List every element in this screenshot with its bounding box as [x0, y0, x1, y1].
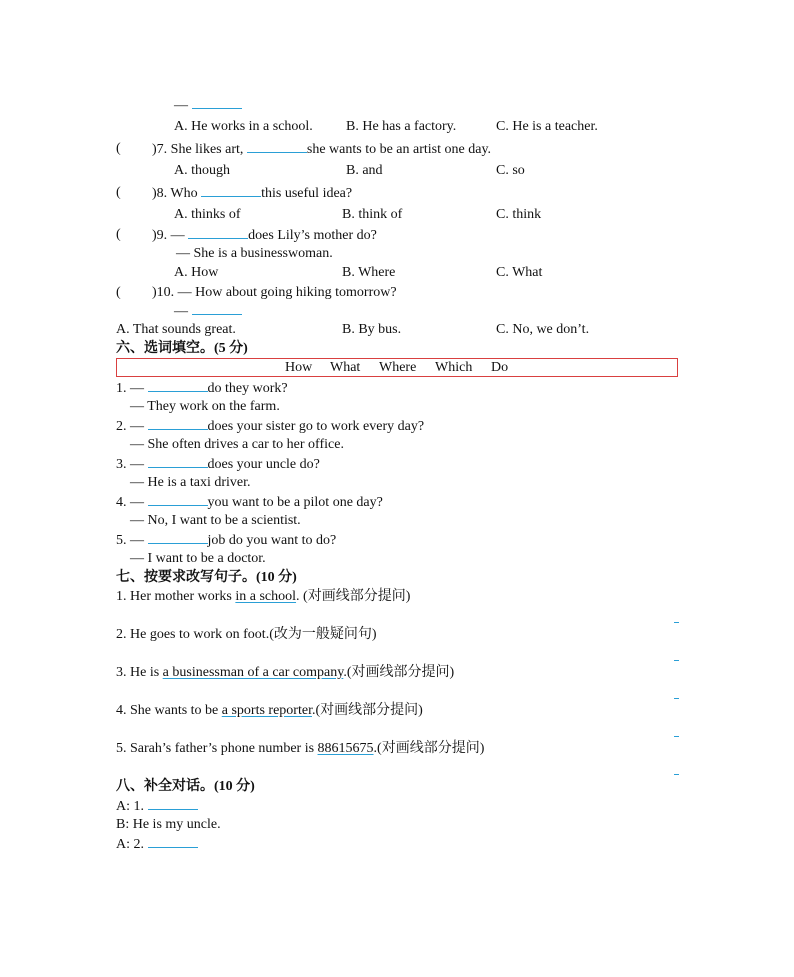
s7-item1: 1. Her mother works in a school. (对画线部分提问): [116, 589, 411, 604]
answer-blank[interactable]: [148, 417, 208, 430]
q10-option-c: C. No, we don’t.: [496, 322, 590, 337]
answer-blank[interactable]: [148, 531, 208, 544]
answer-blank[interactable]: [148, 797, 198, 810]
answer-blank[interactable]: [148, 493, 208, 506]
section8-title: 八、补全对话。(10 分): [116, 779, 255, 794]
section7-title: 七、按要求改写句子。(10 分): [116, 570, 297, 585]
answer-blank[interactable]: [192, 96, 242, 109]
answer-blank[interactable]: [201, 184, 261, 197]
q7-option-a: A. though: [174, 163, 230, 178]
q7-paren: (: [116, 141, 121, 156]
word-bank-item: Do: [491, 360, 509, 375]
answer-blank[interactable]: [188, 226, 248, 239]
answer-blank[interactable]: [148, 835, 198, 848]
word-bank-item: How: [285, 360, 313, 375]
s8-line1: A: 1.: [116, 797, 198, 816]
s6-q3: 3. — does your uncle do?: [116, 457, 320, 472]
answer-line-marker: [674, 736, 679, 737]
q9-option-a: A. How: [174, 265, 219, 280]
q9-question: )9. — does Lily’s mother do?: [152, 228, 377, 243]
word-bank-item: What: [330, 360, 361, 375]
q8-option-a: A. thinks of: [174, 207, 241, 222]
answer-blank[interactable]: [148, 379, 208, 392]
q8-question: )8. Who this useful idea?: [152, 186, 353, 201]
answer-blank[interactable]: [192, 302, 242, 315]
answer-line-marker: [674, 774, 679, 775]
s8-line2: B: He is my uncle.: [116, 817, 221, 832]
s6-q2: 2. — does your sister go to work every day?: [116, 419, 425, 434]
q10-question: )10. — How about going hiking tomorrow?: [152, 285, 397, 300]
s7-item2: 2. He goes to work on foot.(改为一般疑问句): [116, 627, 377, 642]
answer-line-marker: [674, 660, 679, 661]
s6-q5: 5. — job do you want to do?: [116, 533, 337, 548]
q7-option-c: C. so: [496, 163, 525, 178]
answer-blank[interactable]: [247, 140, 307, 153]
s7-item5: 5. Sarah’s father’s phone number is 88615675.(对画线部分提问): [116, 741, 485, 756]
q10-paren: (: [116, 285, 121, 300]
q8-option-c: C. think: [496, 207, 542, 222]
q9-answer: — She is a businesswoman.: [176, 246, 333, 261]
q6-option-a: A. He works in a school.: [174, 119, 313, 134]
word-bank-item: Which: [435, 360, 473, 375]
word-bank-item: Where: [379, 360, 417, 375]
q6-option-b: B. He has a factory.: [346, 119, 457, 134]
s6-a2: — She often drives a car to her office.: [130, 437, 344, 452]
s6-a4: — No, I want to be a scientist.: [130, 513, 301, 528]
q9-paren: (: [116, 227, 121, 242]
q8-paren: (: [116, 185, 121, 200]
q10-dash: —: [174, 302, 242, 321]
q7-option-b: B. and: [346, 163, 383, 178]
s6-a5: — I want to be a doctor.: [130, 551, 266, 566]
answer-line-marker: [674, 698, 679, 699]
q10-option-b: B. By bus.: [342, 322, 402, 337]
q9-option-c: C. What: [496, 265, 543, 280]
section6-title: 六、选词填空。(5 分): [116, 341, 248, 356]
q6-option-c: C. He is a teacher.: [496, 119, 598, 134]
q8-option-b: B. think of: [342, 207, 403, 222]
s6-a3: — He is a taxi driver.: [130, 475, 251, 490]
s7-item4: 4. She wants to be a sports reporter.(对画线部分提问): [116, 703, 423, 718]
q6-dash: —: [174, 96, 242, 115]
q7-question: )7. She likes art, she wants to be an artist one day.: [152, 142, 492, 157]
s6-q4: 4. — you want to be a pilot one day?: [116, 495, 383, 510]
s6-a1: — They work on the farm.: [130, 399, 280, 414]
s8-line3: A: 2.: [116, 835, 198, 854]
answer-blank[interactable]: [148, 455, 208, 468]
q9-option-b: B. Where: [342, 265, 396, 280]
s7-item3: 3. He is a businessman of a car company.(对画线部分提问): [116, 665, 455, 680]
q10-option-a: A. That sounds great.: [116, 322, 236, 337]
s6-q1: 1. — do they work?: [116, 381, 288, 396]
word-bank-box: [116, 358, 678, 377]
answer-line-marker: [674, 622, 679, 623]
